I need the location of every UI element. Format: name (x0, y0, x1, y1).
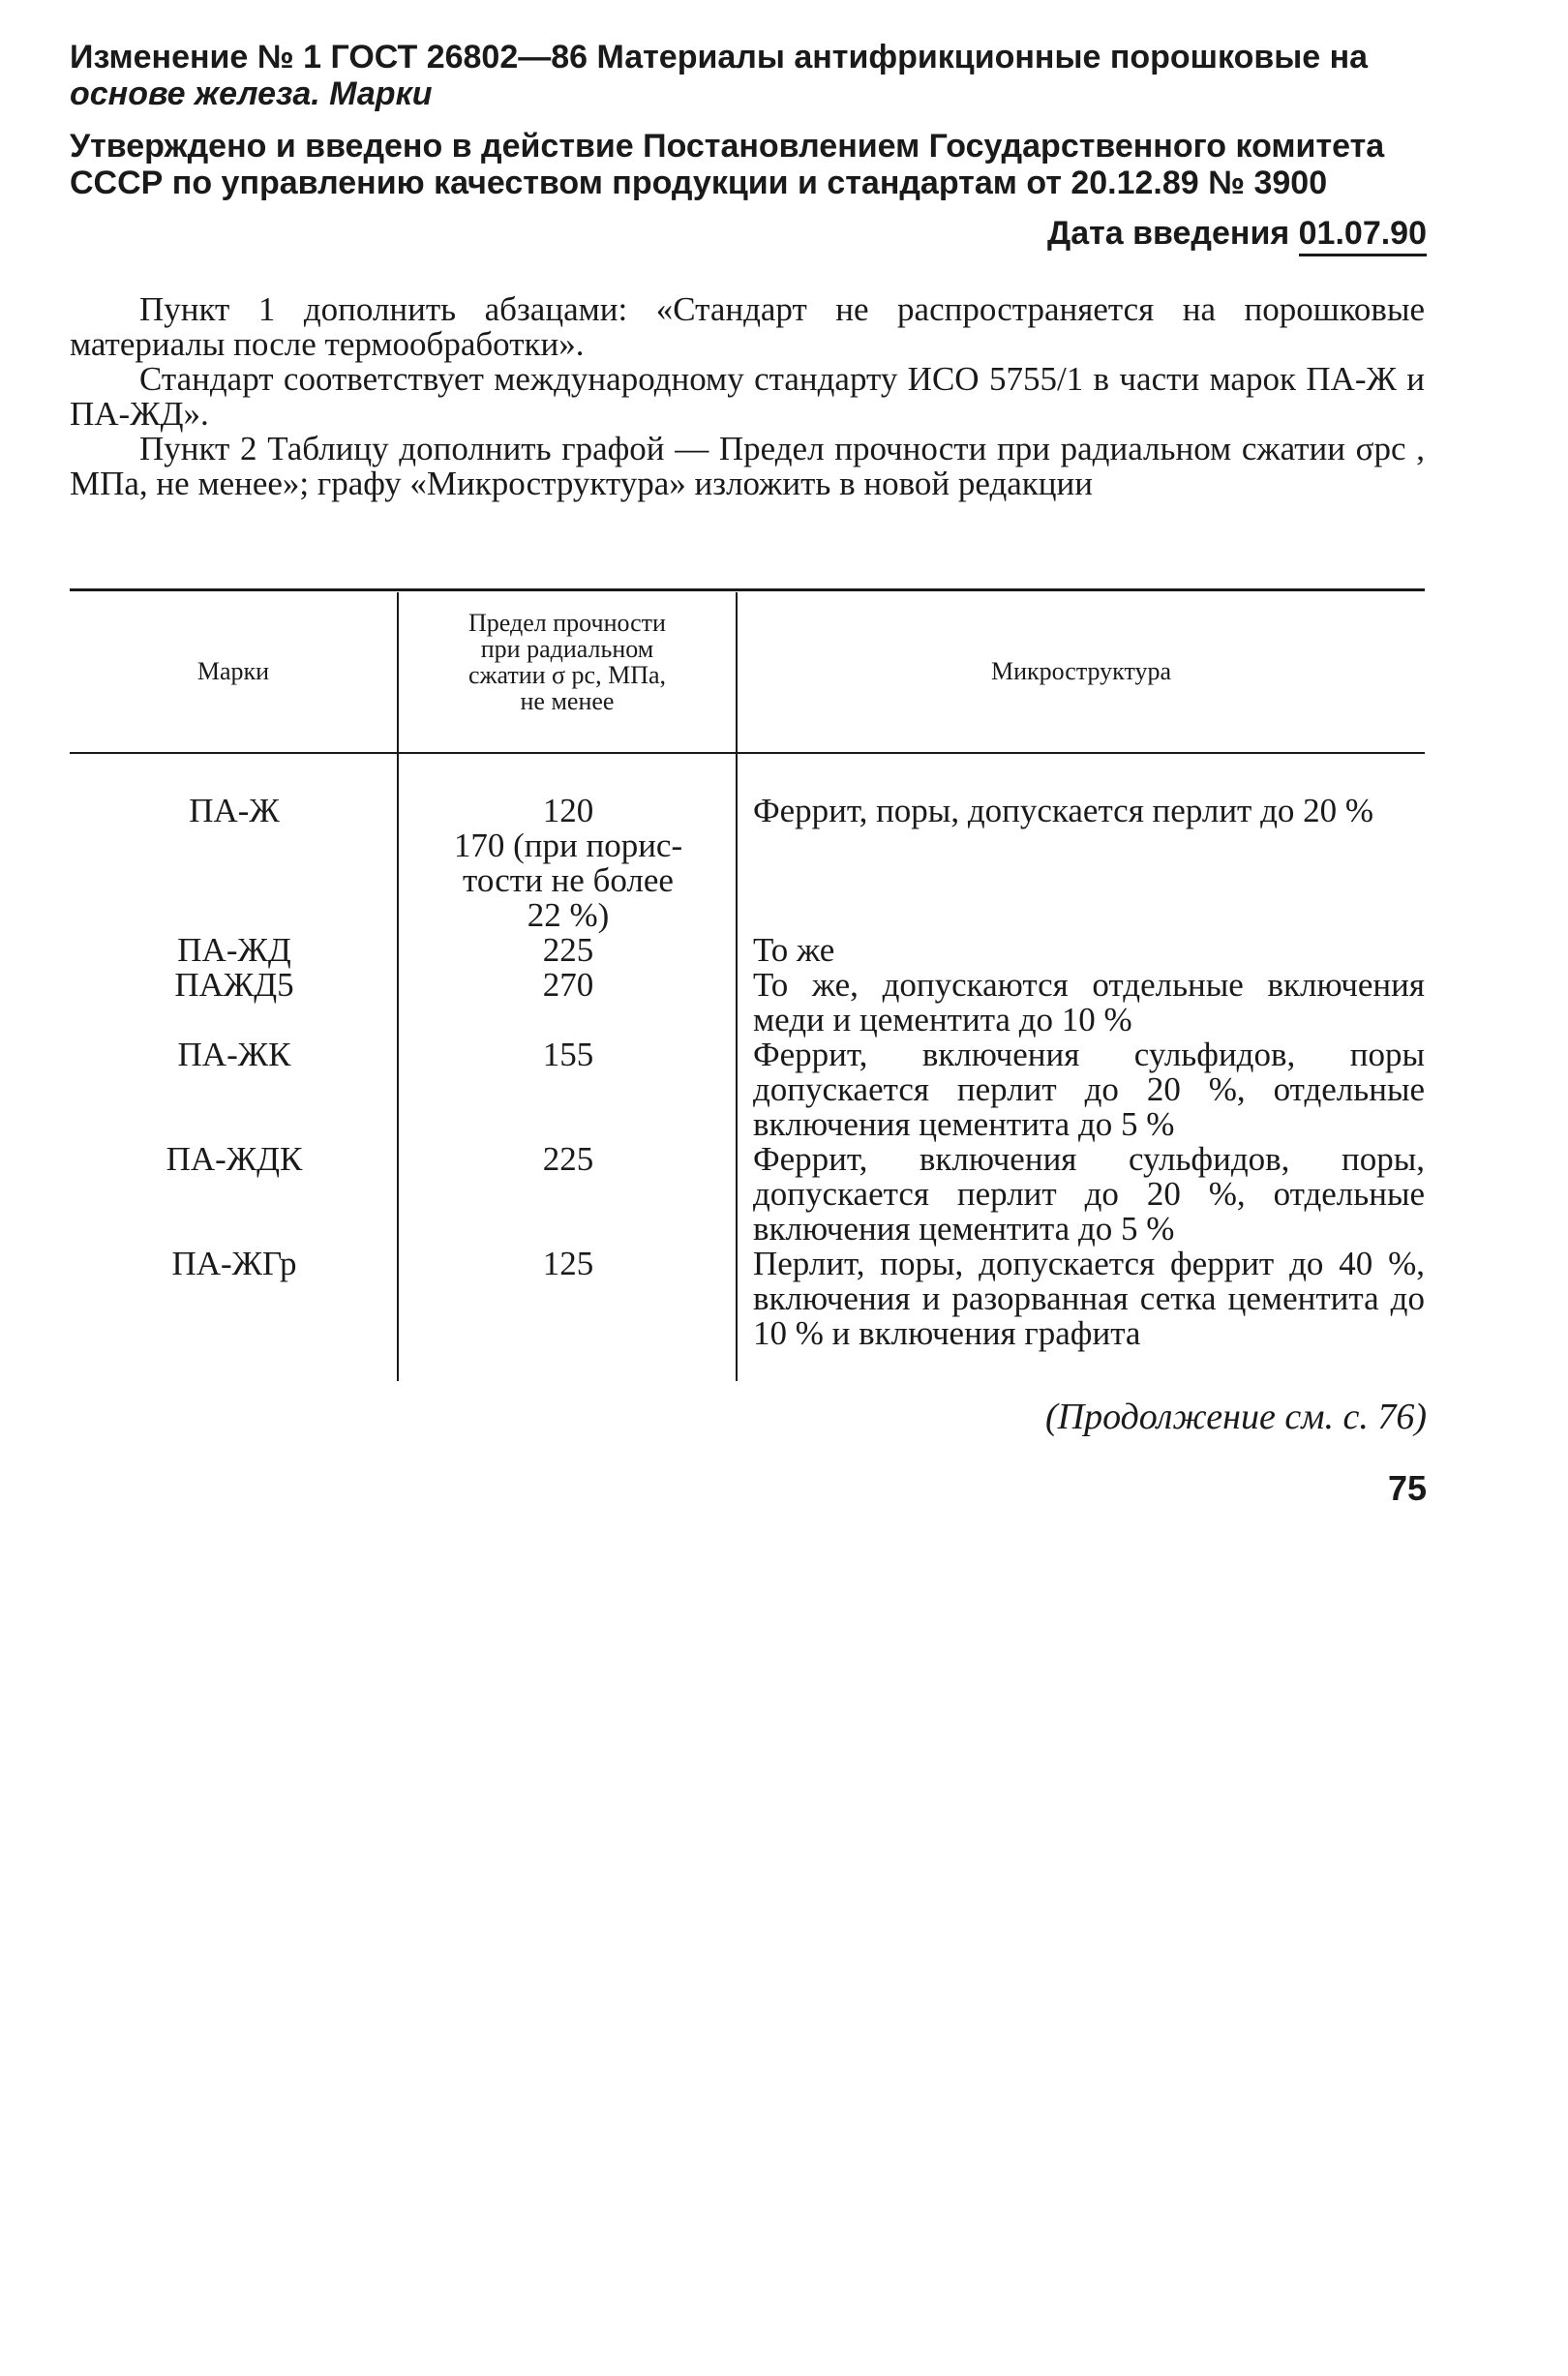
row-1-strength-line-1: 120 (542, 792, 594, 829)
row-3-mark: ПАЖД5 (174, 966, 294, 1004)
row-1-strength (399, 794, 738, 933)
paragraph-1: Пункт 1 дополнить абзацами: «Стандарт не распространяется на порошковые материалы после термообработки». (70, 290, 1425, 363)
header-marks: Марки (196, 657, 270, 685)
title-bold: Изменение № 1 ГОСТ 26802—86 Материалы антифрикционные порошковые на (70, 39, 1369, 75)
row-1-mark: ПА-Ж (189, 792, 280, 829)
row-4-mark: ПА-ЖК (177, 1036, 291, 1073)
title-italic: основе железа. Марки (70, 75, 433, 112)
row-4-microstructure: Феррит, включения сульфидов, поры допускается перлит до 20 %, отдельные включения цементита до 5 % (753, 1036, 1425, 1143)
header-strength-line-4: не менее (520, 687, 615, 715)
row-5-mark: ПА-ЖДК (166, 1140, 303, 1178)
paragraph-2: Стандарт соответствует международному стандарту ИСО 5755/1 в части марок ПА-Ж и ПА-ЖД». (70, 360, 1425, 433)
row-2-mark: ПА-ЖД (177, 931, 291, 969)
header-microstructure: Микроструктура (990, 657, 1172, 685)
row-5-strength: 225 (542, 1140, 594, 1178)
header-strength-line-2: при радиальном (480, 635, 654, 663)
row-6-mark: ПА-ЖГр (171, 1245, 297, 1282)
row-1-strength-line-4: 22 %) (527, 896, 610, 934)
row-1-strength-line-2: 170 (при порис- (453, 827, 683, 864)
date-value: 01.07.90 (1299, 215, 1427, 256)
continuation-note: (Продолжение см. с. 76) (1044, 1397, 1427, 1437)
paragraph-3: Пункт 2 Таблицу дополнить графой — Предел прочности при радиальном сжатии σрс , МПа, не менее»; графу «Микроструктура» изложить в новой редакции (70, 430, 1425, 502)
row-3-microstructure: То же, допускаются отдельные включения меди и цементита до 10 % (753, 966, 1425, 1038)
table-top-rule (70, 588, 1425, 591)
page-number: 75 (1387, 1468, 1427, 1508)
effective-date (1047, 215, 1427, 252)
row-6-strength: 125 (542, 1245, 594, 1282)
row-6-microstructure: Перлит, поры, допускается феррит до 40 %, включения и разорванная сетка цементита до 10 % и включения графита (753, 1245, 1425, 1352)
row-4-strength: 155 (542, 1036, 594, 1073)
row-5-microstructure: Феррит, включения сульфидов, поры, допускается перлит до 20 %, отдельные включения цементита до 5 % (753, 1140, 1425, 1248)
row-2-strength: 225 (542, 931, 594, 969)
row-1-strength-line-3: тости не более (463, 861, 674, 899)
document-title (70, 39, 1425, 112)
header-strength-line-1: Предел прочности (468, 609, 666, 637)
row-2-microstructure: То же (753, 931, 835, 969)
approval-statement: Утверждено и введено в действие Постановлением Государственного комитета СССР по управлению качеством продукции и стандартам от 20.12.89 № 3900 (70, 128, 1385, 201)
header-strength-line-3: сжатии σ рс, МПа, (467, 661, 667, 689)
row-3-strength: 270 (542, 966, 594, 1004)
row-1-microstructure: Феррит, поры, допускается перлит до 20 % (753, 792, 1374, 829)
header-strength (399, 610, 736, 714)
table-header-rule (70, 752, 1425, 754)
date-label: Дата введения (1047, 215, 1290, 252)
